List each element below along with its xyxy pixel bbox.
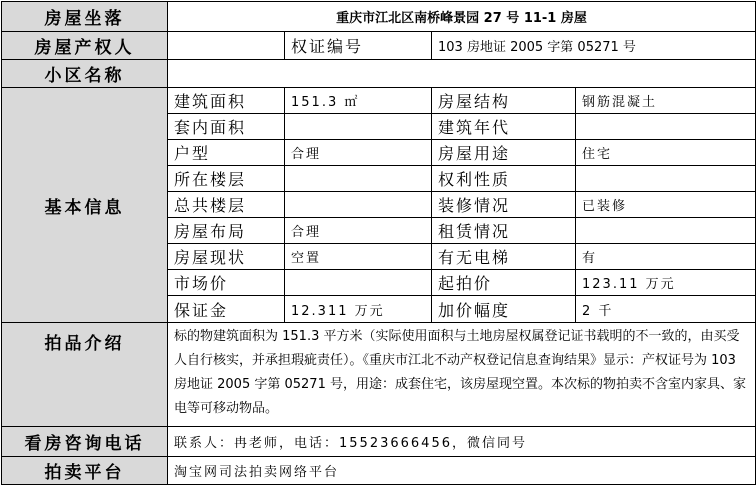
address-value: 重庆市江北区南桥峰景园 27 号 11-1 房屋 — [168, 2, 756, 32]
field-value — [285, 192, 432, 218]
field-label: 建筑年代 — [432, 114, 576, 140]
owner-value — [168, 32, 285, 60]
field-label: 所在楼层 — [168, 166, 285, 192]
field-label: 加价幅度 — [432, 296, 576, 323]
field-value: 合理 — [285, 218, 432, 244]
field-value: 合理 — [285, 140, 432, 166]
field-label: 总共楼层 — [168, 192, 285, 218]
platform-value: 淘宝网司法拍卖网络平台 — [168, 457, 756, 485]
cert-label: 权证编号 — [285, 32, 432, 60]
row-intro — [2, 323, 756, 427]
field-label: 房屋布局 — [168, 218, 285, 244]
field-label: 建筑面积 — [168, 88, 285, 114]
property-info-table — [1, 1, 756, 485]
field-value: 123.11 万元 — [576, 270, 756, 296]
address-label: 房屋坐落 — [2, 2, 168, 32]
intro-label: 拍品介绍 — [2, 323, 168, 427]
field-value — [576, 218, 756, 244]
field-label: 权利性质 — [432, 166, 576, 192]
field-label: 装修情况 — [432, 192, 576, 218]
field-value — [576, 114, 756, 140]
contact-label: 看房咨询电话 — [2, 427, 168, 457]
field-value — [285, 270, 432, 296]
field-label: 保证金 — [168, 296, 285, 323]
field-label: 户型 — [168, 140, 285, 166]
field-value: 12.311 万元 — [285, 296, 432, 323]
platform-label: 拍卖平台 — [2, 457, 168, 485]
basic-row — [2, 88, 756, 114]
field-label: 租赁情况 — [432, 218, 576, 244]
field-label: 套内面积 — [168, 114, 285, 140]
contact-value: 联系人：冉老师，电话：15523666456，微信同号 — [168, 427, 756, 457]
row-platform — [2, 457, 756, 485]
field-label: 房屋结构 — [432, 88, 576, 114]
community-value — [168, 60, 756, 88]
field-label: 房屋现状 — [168, 244, 285, 270]
field-label: 有无电梯 — [432, 244, 576, 270]
field-label: 起拍价 — [432, 270, 576, 296]
field-value — [285, 114, 432, 140]
row-community — [2, 60, 756, 88]
field-value: 住宅 — [576, 140, 756, 166]
field-value: 有 — [576, 244, 756, 270]
field-value: 已装修 — [576, 192, 756, 218]
row-contact — [2, 427, 756, 457]
field-label: 房屋用途 — [432, 140, 576, 166]
field-value: 钢筋混凝土 — [576, 88, 756, 114]
field-value — [285, 166, 432, 192]
cert-value: 103 房地证 2005 字第 05271 号 — [432, 32, 756, 60]
field-value — [576, 166, 756, 192]
field-label: 市场价 — [168, 270, 285, 296]
community-label: 小区名称 — [2, 60, 168, 88]
field-value: 2 千 — [576, 296, 756, 323]
row-address — [2, 2, 756, 32]
row-owner — [2, 32, 756, 60]
intro-text: 标的物建筑面积为 151.3 平方米（实际使用面积与土地房屋权属登记证书载明的不一致的，由买受人自行核实，并承担瑕疵责任）。《重庆市江北不动产权登记信息查询结果》显示：产权证号为 103 房地证 2005 字第 05271 号，用途：成套住宅，该房屋现空置。本次标的物拍卖不含室内家具、家电等可移动物品。 — [168, 323, 756, 427]
field-value: 空置 — [285, 244, 432, 270]
field-value: 151.3 ㎡ — [285, 88, 432, 114]
basic-info-label: 基本信息 — [2, 88, 168, 323]
owner-label: 房屋产权人 — [2, 32, 168, 60]
